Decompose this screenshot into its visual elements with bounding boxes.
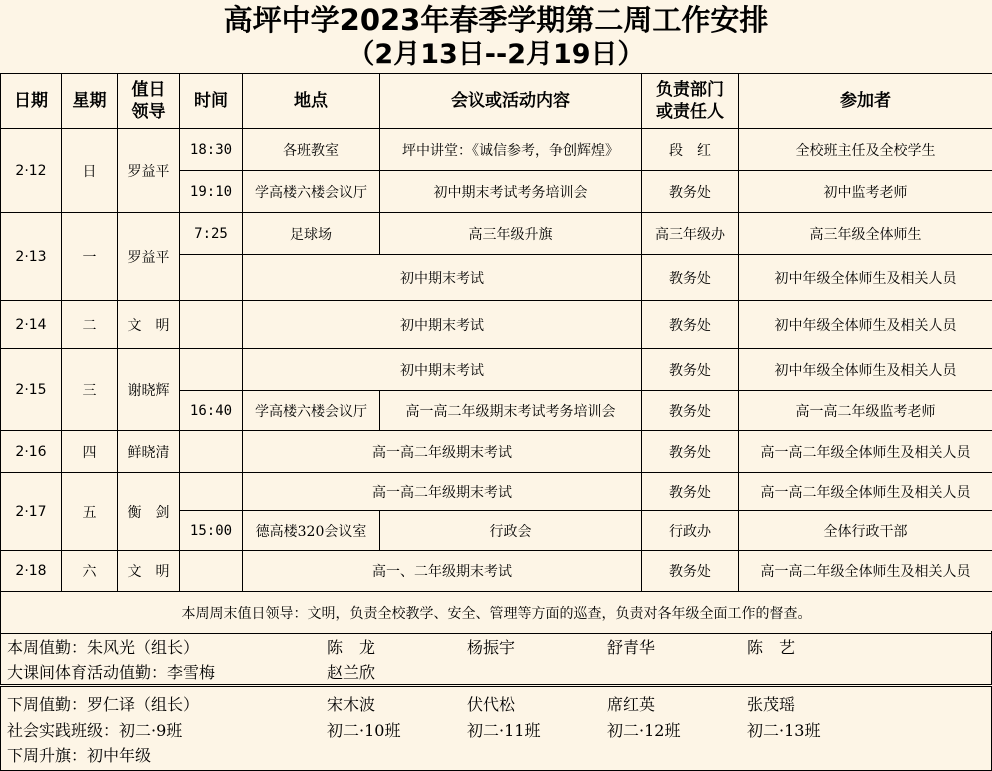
content-cell: 高一、二年级期末考试	[243, 551, 642, 592]
dept-cell: 行政办	[642, 511, 739, 551]
practice-class: 初二·13班	[747, 721, 821, 740]
content-cell: 坪中讲堂：《诚信参考，争创辉煌》	[380, 129, 642, 171]
weekday-cell: 一	[62, 213, 118, 301]
dept-cell: 教务处	[642, 349, 739, 391]
weekend-note-row	[1, 592, 992, 634]
leader-cell: 衡 剑	[118, 473, 180, 551]
this-week-duty	[0, 631, 992, 685]
leader-cell: 鲜晓清	[118, 431, 180, 473]
weekday-cell: 四	[62, 431, 118, 473]
date-cell: 2·14	[1, 301, 62, 349]
next-week-duty	[0, 686, 992, 771]
place-cell: 学高楼六楼会议厅	[243, 171, 380, 213]
participants-cell: 高一高二年级全体师生及相关人员	[739, 473, 992, 511]
content-cell: 初中期末考试	[243, 301, 642, 349]
participants-cell: 初中年级全体师生及相关人员	[739, 255, 992, 301]
page-subtitle: （2月13日--2月19日）	[347, 39, 645, 70]
dept-cell: 教务处	[642, 301, 739, 349]
dept-cell: 教务处	[642, 255, 739, 301]
header-participants: 参加者	[739, 74, 992, 129]
weekday-cell: 六	[62, 551, 118, 592]
duty-name: 陈 艺	[747, 638, 796, 657]
next-duty-name: 宋木波	[327, 695, 376, 714]
this-week-duty-label: 本周值勤：朱风光（组长）	[7, 638, 200, 657]
duty-name: 陈 龙	[327, 638, 376, 657]
page-title: 高坪中学2023年春季学期第二周工作安排	[223, 3, 769, 37]
weekday-cell: 五	[62, 473, 118, 551]
practice-class: 初二·11班	[467, 721, 541, 740]
time-cell: 18:30	[180, 129, 243, 171]
header-content: 会议或活动内容	[380, 74, 642, 129]
participants-cell: 初中年级全体师生及相关人员	[739, 349, 992, 391]
weekday-cell: 日	[62, 129, 118, 213]
pe-duty-name: 赵兰欣	[327, 663, 376, 682]
schedule-row	[1, 349, 992, 391]
place-cell: 学高楼六楼会议厅	[243, 391, 380, 431]
practice-class-label: 社会实践班级：初二·9班	[7, 721, 183, 740]
content-cell: 初中期末考试	[243, 349, 642, 391]
schedule-row	[1, 213, 992, 255]
practice-class: 初二·10班	[327, 721, 401, 740]
content-cell: 行政会	[380, 511, 642, 551]
date-cell: 2·18	[1, 551, 62, 592]
place-cell: 足球场	[243, 213, 380, 255]
leader-cell: 谢晓辉	[118, 349, 180, 431]
participants-cell: 初中年级全体师生及相关人员	[739, 301, 992, 349]
schedule-table	[0, 73, 992, 634]
content-cell: 高一高二年级期末考试考务培训会	[380, 391, 642, 431]
dept-cell: 教务处	[642, 551, 739, 592]
duty-name: 杨振宇	[467, 638, 516, 657]
time-cell: 16:40	[180, 391, 243, 431]
participants-cell: 高三年级全体师生	[739, 213, 992, 255]
next-duty-name: 张茂瑶	[747, 695, 796, 714]
next-duty-name: 席红英	[607, 695, 656, 714]
time-cell	[180, 551, 243, 592]
participants-cell: 全体行政干部	[739, 511, 992, 551]
weekday-cell: 二	[62, 301, 118, 349]
place-cell: 德高楼320会议室	[243, 511, 380, 551]
next-week-duty-label: 下周值勤：罗仁译（组长）	[7, 695, 200, 714]
flag-raising-label: 下周升旗：初中年级	[7, 746, 152, 765]
date-cell: 2·13	[1, 213, 62, 301]
content-cell: 初中期末考试考务培训会	[380, 171, 642, 213]
date-cell: 2·12	[1, 129, 62, 213]
next-duty-name: 伏代松	[467, 695, 516, 714]
time-cell	[180, 431, 243, 473]
place-cell: 各班教室	[243, 129, 380, 171]
header-date: 日期	[1, 74, 62, 129]
schedule-row	[1, 301, 992, 349]
header-weekday: 星期	[62, 74, 118, 129]
time-cell: 15:00	[180, 511, 243, 551]
content-cell: 高一高二年级期末考试	[243, 431, 642, 473]
weekend-note: 本周周末值日领导：文明，负责全校教学、安全、管理等方面的巡查，负责对各年级全面工作的督查。	[1, 592, 992, 634]
time-cell	[180, 473, 243, 511]
content-cell: 高三年级升旗	[380, 213, 642, 255]
time-cell	[180, 301, 243, 349]
content-cell: 高一高二年级期末考试	[243, 473, 642, 511]
content-cell: 初中期末考试	[243, 255, 642, 301]
dept-cell: 教务处	[642, 171, 739, 213]
time-cell	[180, 255, 243, 301]
dept-cell: 高三年级办	[642, 213, 739, 255]
dept-cell: 教务处	[642, 431, 739, 473]
weekday-cell: 三	[62, 349, 118, 431]
dept-cell: 段 红	[642, 129, 739, 171]
time-cell: 19:10	[180, 171, 243, 213]
leader-cell: 文 明	[118, 551, 180, 592]
schedule-row	[1, 473, 992, 511]
schedule-row	[1, 431, 992, 473]
leader-cell: 文 明	[118, 301, 180, 349]
schedule-row	[1, 129, 992, 171]
time-cell: 7:25	[180, 213, 243, 255]
participants-cell: 高一高二年级全体师生及相关人员	[739, 431, 992, 473]
participants-cell: 初中监考老师	[739, 171, 992, 213]
participants-cell: 高一高二年级全体师生及相关人员	[739, 551, 992, 592]
duty-name: 舒青华	[607, 638, 656, 657]
header-place: 地点	[243, 74, 380, 129]
header-leader: 值日 领导	[118, 74, 180, 129]
practice-class: 初二·12班	[607, 721, 681, 740]
leader-cell: 罗益平	[118, 129, 180, 213]
time-cell	[180, 349, 243, 391]
header-dept: 负责部门 或责任人	[642, 74, 739, 129]
schedule-row	[1, 551, 992, 592]
pe-duty-label: 大课间体育活动值勤：李雪梅	[7, 663, 216, 682]
date-cell: 2·17	[1, 473, 62, 551]
participants-cell: 高一高二年级监考老师	[739, 391, 992, 431]
participants-cell: 全校班主任及全校学生	[739, 129, 992, 171]
leader-cell: 罗益平	[118, 213, 180, 301]
dept-cell: 教务处	[642, 391, 739, 431]
dept-cell: 教务处	[642, 473, 739, 511]
date-cell: 2·15	[1, 349, 62, 431]
date-cell: 2·16	[1, 431, 62, 473]
header-time: 时间	[180, 74, 243, 129]
